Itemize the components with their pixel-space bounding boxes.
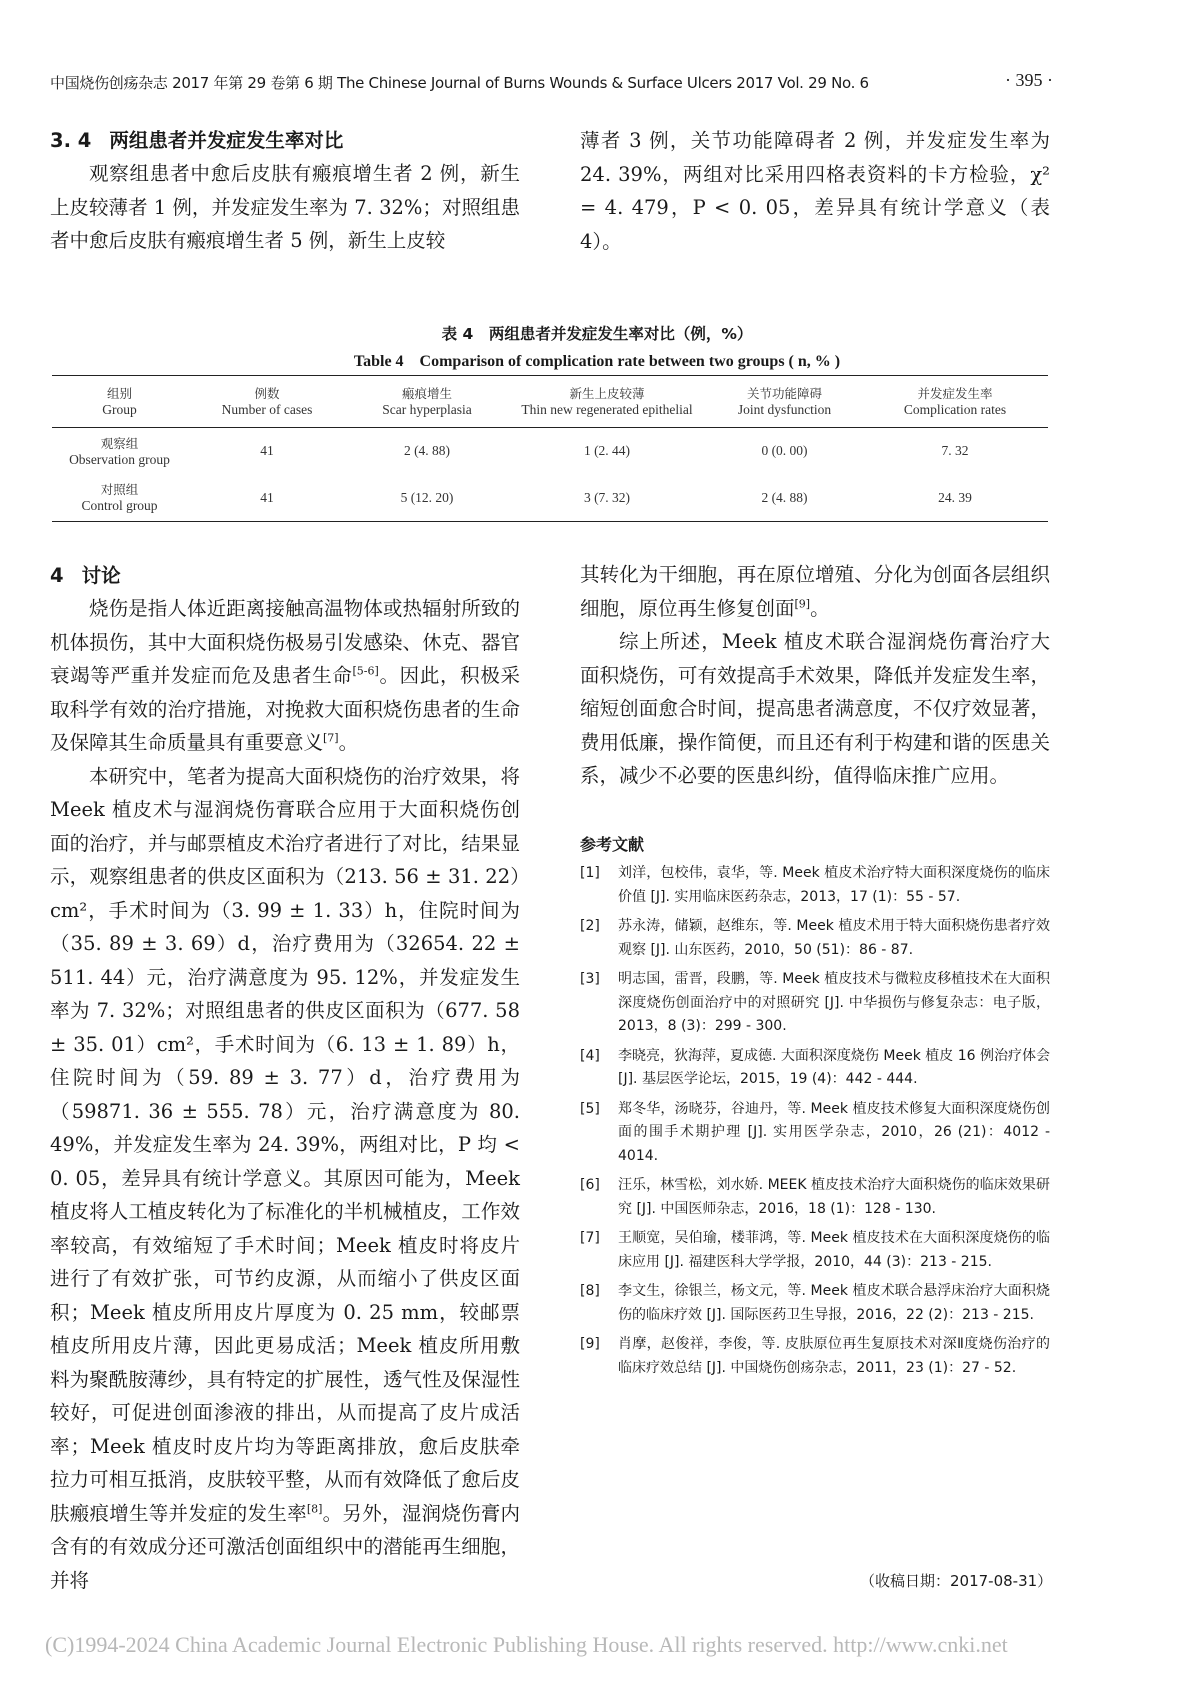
reference-item: [3] 明志国，雷晋，段鹏，等. Meek 植皮技术与微粒皮移植技术在大面积深度烧伤创面治疗中的对照研究 [J]. 中华损伤与修复杂志：电子版，2013，8 (3)：299 - 300. — [580, 971, 1050, 1034]
paragraph-1: 烧伤是指人体近距离接触高温物体或热辐射所致的机体损伤，其中大面积烧伤极易引发感染、休克、器官衰竭等严重并发症而危及患者生命[5-6]。因此，积极采取科学有效的治疗措施，对挽救大面积烧伤患者的生命及保障其生命质量具有重要意义[7]。 — [50, 597, 520, 754]
table-cell: 0 (0. 00) — [761, 443, 808, 459]
table-caption-cn: 表 4 两组患者并发症发生率对比（例，%） — [441, 325, 753, 343]
citation[interactable]: [7] — [323, 731, 339, 745]
column-header: 瘢痕增生 Scar hyperplasia — [382, 386, 472, 417]
paragraph-2-continued: 其转化为干细胞，再在原位增殖、分化为创面各层组织细胞，原位再生修复创面[9]。 — [580, 563, 1050, 620]
table-cell: 41 — [260, 489, 274, 505]
section-3-4-right-text — [580, 124, 1050, 258]
paragraph-3: 综上所述，Meek 植皮术联合湿润烧伤膏治疗大面积烧伤，可有效提高手术效果，降低并发症发生率，缩短创面愈合时间，提高患者满意度，不仅疗效显著，费用低廉，操作简便，而且还有利于构建和谐的医患关系，减少不必要的医患纠纷，值得临床推广应用。 — [580, 630, 1050, 787]
reference-item: [9] 肖摩，赵俊祥，李俊，等. 皮肤原位再生复原技术对深Ⅱ度烧伤治疗的临床疗效总结 [J]. 中国烧伤创疡杂志，2011，23 (1)：27 - 52. — [580, 1336, 1050, 1376]
paragraph-2: 本研究中，笔者为提高大面积烧伤的治疗效果，将 Meek 植皮术与湿润烧伤膏联合应用于大面积烧伤创面的治疗，并与邮票植皮术治疗者进行了对比，结果显示，观察组患者的供皮区面积为（213. 56 ± 31. 22）cm²，手术时间为（3. 99 ± 1. 33）h，住院时间为（35. 89 ± 3. 69）d，治疗费用为（32654. 22 ± 511. 44）元，治疗满意度为 95. 12%，并发症发生率为 7. 32%；对照组患者的供皮区面积为（677. 58 ± 35. 01）cm²，手术时间为（6. 13 ± 1. 89）h，住院时间为（59. 89 ± 3. 77）d，治疗费用为（59871. 36 ± 555. 78）元，治疗满意度为 80. 49%，并发症发生率为 24. 39%，两组对比，P 均 < 0. 05，差异具有统计学意义。其原因可能为，Meek 植皮将人工植皮转化为了标准化的半机械植皮，工作效率较高，有效缩短了手术时间；Meek 植皮时将皮片进行了有效扩张，可节约皮源，从而缩小了供皮区面积；Meek 植皮所用皮片厚度为 0. 25 mm，较邮票植皮所用皮片薄，因此更易成活；Meek 植皮所用敷料为聚酰胺薄纱，具有特定的扩展性，透气性及保湿性较好，可促进创面渗液的排出，从而提高了皮片成活率；Meek 植皮时皮片均为等距离排放，愈后皮肤牵拉力可相互抵消，皮肤较平整，从而有效降低了愈后皮肤瘢痕增生等并发症的发生率[8]。另外，湿润烧伤膏内含有的有效成分还可激活创面组织中的潜能再生细胞，并将 — [50, 764, 520, 1592]
reference-item: [6] 汪乐，林雪松，刘水娇. MEEK 植皮技术治疗大面积烧伤的临床效果研究 [J]. 中国医师杂志，2016，18 (1)：128 - 130. — [580, 1177, 1050, 1217]
reference-item: [5] 郑冬华，汤晓芬，谷迪丹，等. Meek 植皮技术修复大面积深度烧伤创面的围手术期护理 [J]. 实用医学杂志，2010，26 (21)：4012 - 4014. — [580, 1100, 1050, 1164]
section-3-4-left-text — [50, 157, 520, 258]
running-head: 中国烧伤创疡杂志 2017 年第 29 卷第 6 期 The Chinese Journal of Burns Wounds & Surface Ulcers 2017 Vol. 29 No. 6 — [50, 74, 869, 92]
page-number: · 395 · — [1005, 70, 1053, 90]
table-cell: 41 — [260, 443, 274, 459]
citation[interactable]: [9] — [794, 597, 811, 610]
column-header: 组别 Group — [102, 386, 137, 417]
table-cell: 1 (2. 44) — [583, 443, 631, 459]
table-cell: 2 (4. 88) — [403, 443, 451, 459]
table-cell: 2 (4. 88) — [761, 489, 808, 505]
table-cell-group: 观察组 Observation group — [69, 435, 170, 467]
section-4-left-text — [50, 592, 520, 1597]
table-cell: 24. 39 — [938, 489, 972, 505]
citation[interactable]: [8] — [306, 1502, 323, 1515]
table-caption-en: Table 4 Comparison of complication rate between two groups ( n, % ) — [353, 353, 841, 370]
section-title: 两组患者并发症发生率对比 — [109, 129, 344, 152]
table-row — [52, 428, 1048, 475]
section-4-right-text — [580, 558, 1050, 793]
citation[interactable]: [5-6] — [352, 664, 379, 678]
reference-item: [4] 李晓亮，狄海萍，夏成德. 大面积深度烧伤 Meek 植皮 16 例治疗体会 [J]. 基层医学论坛，2015，19 (4)：442 - 444. — [580, 1047, 1050, 1087]
section-3-4-heading — [50, 125, 520, 153]
reference-list — [580, 862, 1050, 1386]
table-cell-group: 对照组 Control group — [81, 482, 158, 514]
table-cell: 5 (12. 20) — [400, 489, 454, 505]
reference-item: [1] 刘洋，包校伟，袁华，等. Meek 植皮术治疗特大面积深度烧伤的临床价值 [J]. 实用临床医药杂志，2013，17 (1)：55 - 57. — [580, 865, 1050, 905]
section-title: 讨论 — [81, 564, 121, 587]
section-4-heading — [50, 560, 520, 588]
column-header: 并发症发生率 Complication rates — [903, 386, 1007, 417]
copyright-footer: (C)1994-2024 China Academic Journal Electronic Publishing House. All rights reserved. http://www.cnki.net — [45, 1632, 1008, 1657]
reference-item: [7] 王顺宽，吴伯瑜，楼菲鸿，等. Meek 植皮技术在大面积深度烧伤的临床应用 [J]. 福建医科大学学报，2010，44 (3)：213 - 215. — [580, 1230, 1050, 1270]
column-header: 例数 Number of cases — [221, 386, 313, 417]
references-heading: 参考文献 — [580, 835, 645, 854]
paragraph: 薄者 3 例，关节功能障碍者 2 例，并发症发生率为 24. 39%，两组对比采用四格表资料的卡方检验，χ² = 4. 479，P < 0. 05，差异具有统计学意义（表 4）。 — [580, 129, 1050, 253]
reference-item: [2] 苏永涛，储颖，赵维东，等. Meek 植皮术用于特大面积烧伤患者疗效观察 [J]. 山东医药，2010，50 (51)：86 - 87. — [580, 918, 1050, 958]
table-4 — [52, 375, 1048, 522]
section-number: 3. 4 — [50, 129, 92, 152]
table-header-row — [52, 376, 1048, 428]
paragraph: 观察组患者中愈后皮肤有瘢痕增生者 2 例，新生上皮较薄者 1 例，并发症发生率为 7. 32%；对照组患者中愈后皮肤有瘢痕增生者 5 例，新生上皮较 — [50, 162, 520, 252]
section-number: 4 — [50, 564, 64, 587]
table-cell: 3 (7. 32) — [583, 489, 631, 505]
reference-item: [8] 李文生，徐银兰，杨文元，等. Meek 植皮术联合悬浮床治疗大面积烧伤的临床疗效 [J]. 国际医药卫生导报，2016，22 (2)：213 - 215. — [580, 1283, 1050, 1323]
received-date: （收稿日期：2017-08-31） — [860, 1572, 1053, 1590]
table-cell: 7. 32 — [941, 443, 969, 459]
table-row — [52, 475, 1048, 522]
column-header: 关节功能障碍 Joint dysfunction — [737, 386, 832, 417]
column-header: 新生上皮较薄 Thin new regenerated epithelial — [521, 386, 693, 417]
